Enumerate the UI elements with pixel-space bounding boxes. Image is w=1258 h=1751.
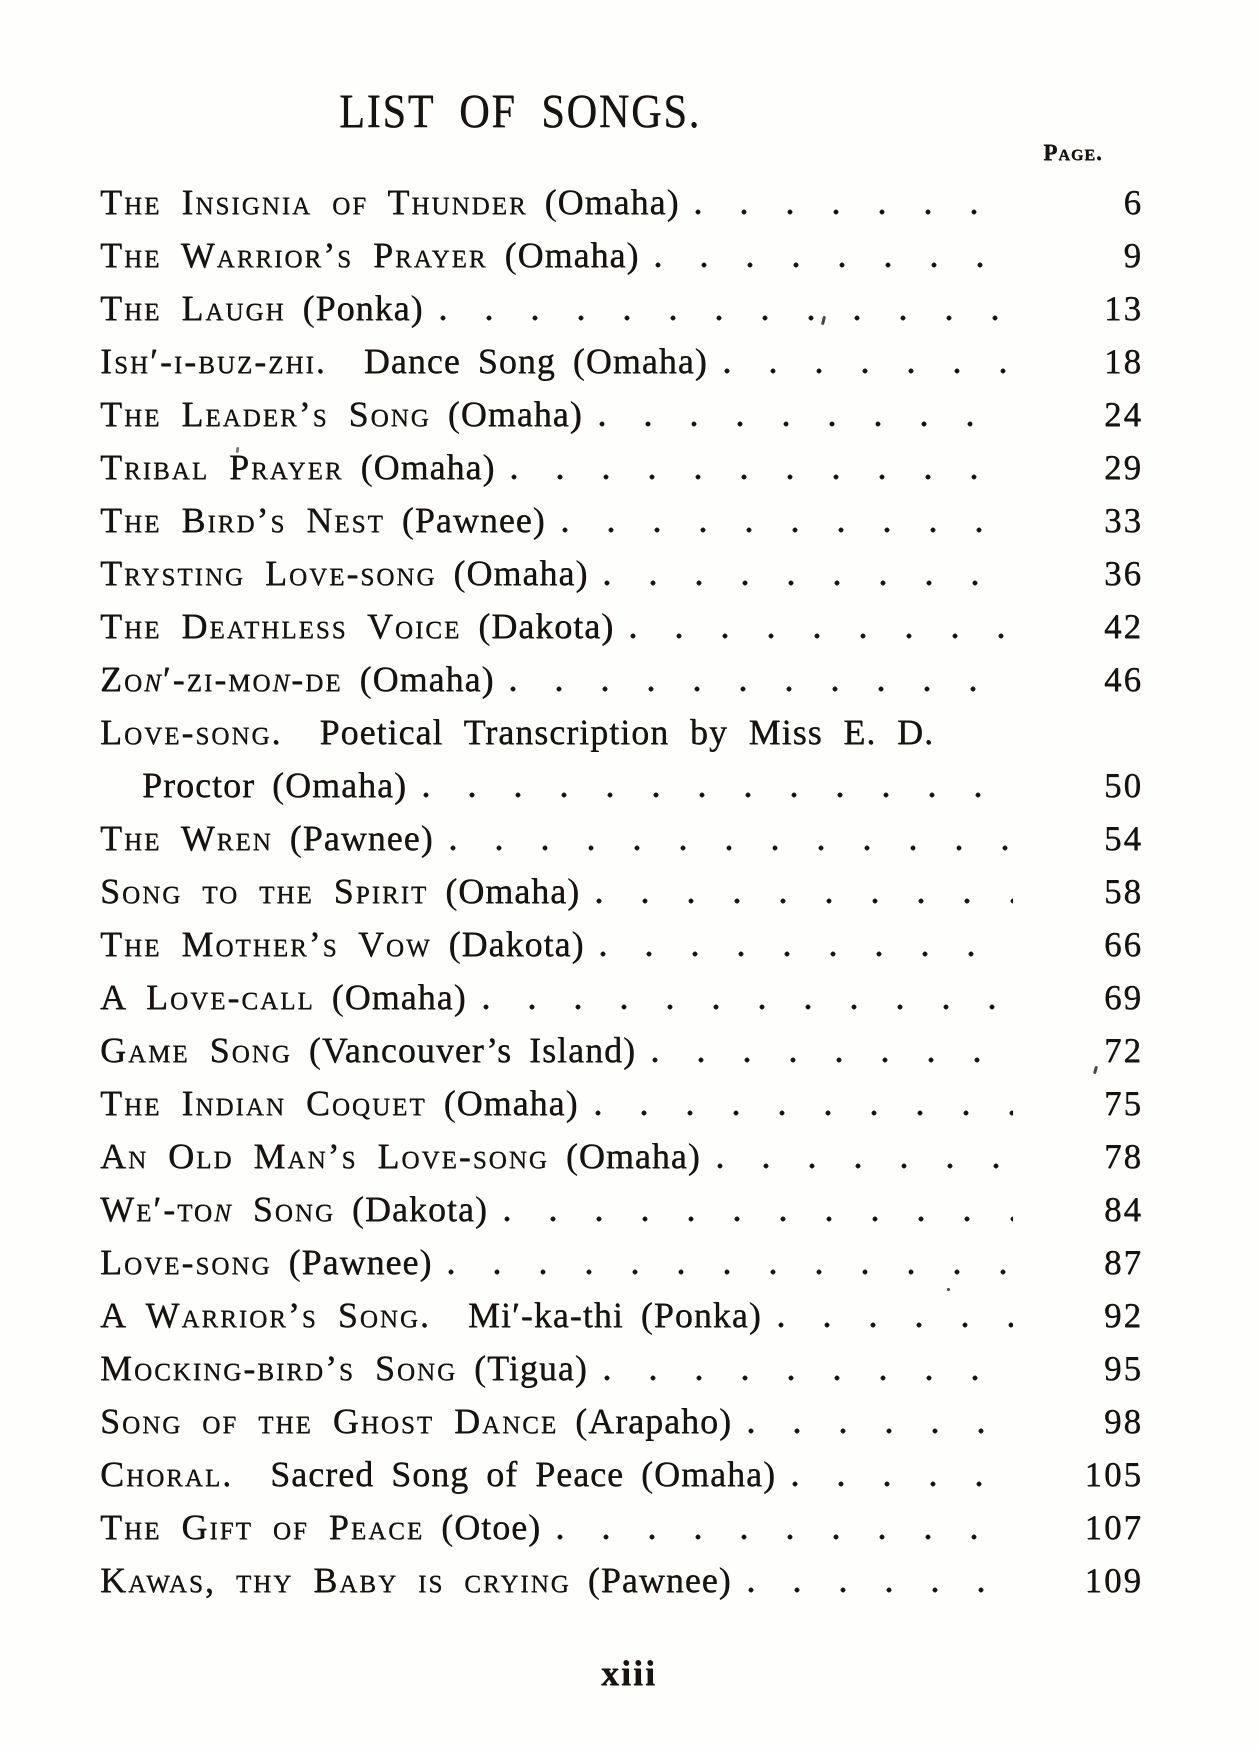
toc-row xyxy=(100,653,1143,706)
toc-row xyxy=(100,1289,1143,1342)
title-roman-text: (Omaha) xyxy=(428,871,581,911)
toc-row xyxy=(100,865,1143,918)
toc-row xyxy=(100,1448,1143,1501)
dot-leader xyxy=(446,1236,1013,1289)
dot-leader xyxy=(593,1077,1014,1130)
title-smallcaps-text: An Old Man’s Love-song xyxy=(100,1136,549,1176)
title-roman-text: (Pawnee) xyxy=(272,818,434,858)
title-roman-text: (Omaha) xyxy=(487,235,640,275)
toc-row xyxy=(100,1024,1143,1077)
page-number: 6 xyxy=(1123,183,1143,222)
title-roman-text: (Omaha) xyxy=(426,1083,579,1123)
title-smallcaps-text: Trysting Love-song xyxy=(100,553,437,593)
title-roman-text: (Omaha) xyxy=(527,182,680,222)
song-title xyxy=(100,1501,541,1554)
song-title xyxy=(100,812,434,865)
page-number: 72 xyxy=(1104,1031,1143,1070)
page-number: 13 xyxy=(1104,289,1143,328)
title-smallcaps-text: Tribal Prayer xyxy=(100,447,344,487)
dot-leader xyxy=(693,176,1013,229)
page-number: 75 xyxy=(1104,1084,1143,1123)
dot-leader xyxy=(438,282,1013,335)
page-number: 95 xyxy=(1104,1349,1143,1388)
dot-leader xyxy=(746,1395,1013,1448)
dot-leader xyxy=(715,1130,1013,1183)
toc-row xyxy=(100,176,1143,229)
toc-row xyxy=(100,1554,1143,1607)
title-smallcaps-text: Mocking-bird’s Song xyxy=(100,1348,458,1388)
title-smallcaps-text: The Laugh xyxy=(100,288,286,328)
title-roman-text: (Omaha) xyxy=(430,394,583,434)
song-title xyxy=(100,1024,636,1077)
title-roman-text: (Omaha) xyxy=(314,977,467,1017)
title-smallcaps-text: The Warrior’s Prayer xyxy=(100,235,488,275)
title-smallcaps-text: The Bird’s Nest xyxy=(100,500,385,540)
page-number: 69 xyxy=(1104,978,1143,1017)
title-smallcaps-text: Game Song xyxy=(100,1030,292,1070)
song-title xyxy=(100,1130,701,1183)
title-smallcaps-text: Kawas, thy Baby is crying xyxy=(100,1560,571,1600)
title-smallcaps-text: The Gift of Peace xyxy=(100,1507,425,1547)
dot-leader xyxy=(776,1289,1013,1342)
dot-leader xyxy=(722,335,1013,388)
toc-row xyxy=(100,1183,1143,1236)
title-smallcaps-text: The Wren xyxy=(100,818,273,858)
page-number: 92 xyxy=(1104,1296,1143,1335)
song-title xyxy=(100,653,494,706)
title-smallcaps-text: The Indian Coquet xyxy=(100,1083,427,1123)
title-smallcaps-text: The Mother’s Vow xyxy=(100,924,432,964)
dot-leader xyxy=(746,1554,1013,1607)
title-smallcaps-text: A Love-call xyxy=(100,977,315,1017)
dot-leader xyxy=(594,865,1013,918)
dot-leader xyxy=(481,971,1013,1024)
title-smallcaps-text: Zo xyxy=(100,659,145,699)
dot-leader xyxy=(602,1342,1013,1395)
title-smallcaps-text: n xyxy=(214,1189,233,1229)
page-number: 24 xyxy=(1104,395,1143,434)
dot-leader xyxy=(650,1024,1013,1077)
title-smallcaps-text: ′-zi-mo xyxy=(162,659,273,699)
title-roman-text: (Otoe) xyxy=(424,1507,542,1547)
toc-row xyxy=(100,547,1143,600)
title-smallcaps-text: The Insignia of Thunder xyxy=(100,182,528,222)
title-roman-text: Sacred Song of Peace (Omaha) xyxy=(233,1454,776,1494)
dot-leader xyxy=(508,653,1013,706)
song-title xyxy=(100,759,407,812)
toc-row xyxy=(100,1501,1143,1554)
dot-leader xyxy=(597,388,1013,441)
dot-leader xyxy=(509,441,1013,494)
page-number: 105 xyxy=(1084,1455,1143,1494)
title-smallcaps-text: Song xyxy=(232,1189,335,1229)
toc-row xyxy=(100,388,1143,441)
title-roman-text: Proctor (Omaha) xyxy=(142,765,407,805)
page-number: 58 xyxy=(1104,872,1143,911)
song-title xyxy=(100,1077,579,1130)
song-title xyxy=(100,388,583,441)
song-title xyxy=(100,176,679,229)
page-number: 18 xyxy=(1104,342,1143,381)
page-number: 87 xyxy=(1104,1243,1143,1282)
title-smallcaps-text: We′-to xyxy=(100,1189,214,1229)
song-title xyxy=(100,1183,488,1236)
page-number: 9 xyxy=(1123,236,1143,275)
song-title xyxy=(100,971,467,1024)
toc-row xyxy=(100,229,1143,282)
song-title xyxy=(100,1236,432,1289)
title-roman-text: (Pawnee) xyxy=(570,1560,732,1600)
page-number: 29 xyxy=(1104,448,1143,487)
toc-row xyxy=(100,759,1143,812)
title-roman-text: (Pawnee) xyxy=(384,500,546,540)
title-roman-text: (Omaha) xyxy=(436,553,589,593)
toc-row xyxy=(100,282,1143,335)
page-number: 78 xyxy=(1104,1137,1143,1176)
title-roman-text: (Omaha) xyxy=(548,1136,701,1176)
toc-row xyxy=(100,335,1143,388)
page-column-header: Page. xyxy=(1043,140,1103,165)
dot-leader xyxy=(555,1501,1013,1554)
page-number: 33 xyxy=(1104,501,1143,540)
song-title xyxy=(100,229,639,282)
dot-leader xyxy=(421,759,1013,812)
song-title xyxy=(100,918,584,971)
dot-leader xyxy=(602,547,1013,600)
dot-leader xyxy=(598,918,1013,971)
song-title xyxy=(100,1289,762,1342)
dot-leader xyxy=(628,600,1013,653)
title-smallcaps-text: The Deathless Voice xyxy=(100,606,462,646)
title-roman-text: (Dakota) xyxy=(461,606,615,646)
toc-row xyxy=(100,1130,1143,1183)
song-title xyxy=(100,1448,776,1501)
page-title: LIST OF SONGS. xyxy=(339,85,701,138)
toc-row xyxy=(100,441,1143,494)
page-number: 50 xyxy=(1104,766,1143,805)
title-roman-text: Poetical Transcription by Miss E. D. xyxy=(282,712,934,752)
title-smallcaps-text: The Leader’s Song xyxy=(100,394,431,434)
page-number: 36 xyxy=(1104,554,1143,593)
title-roman-text: (Pawnee) xyxy=(271,1242,433,1282)
title-roman-text: (Arapaho) xyxy=(558,1401,732,1441)
title-smallcaps-text: Song of the Ghost Dance xyxy=(100,1401,559,1441)
title-smallcaps-text: n xyxy=(272,659,292,699)
toc-row xyxy=(100,600,1143,653)
title-smallcaps-text: Love-song xyxy=(100,1242,272,1282)
title-roman-text: (Omaha) xyxy=(342,659,495,699)
page-number: 66 xyxy=(1104,925,1143,964)
song-title xyxy=(100,547,588,600)
toc-row xyxy=(100,1077,1143,1130)
page-number: 42 xyxy=(1104,607,1143,646)
dot-leader xyxy=(560,494,1013,547)
song-title xyxy=(100,1554,732,1607)
page-number: 46 xyxy=(1104,660,1143,699)
song-title xyxy=(100,282,424,335)
title-smallcaps-text: Love-song. xyxy=(100,712,283,752)
title-roman-text: (Dakota) xyxy=(431,924,585,964)
dot-leader xyxy=(790,1448,1013,1501)
song-title xyxy=(100,1342,588,1395)
toc-row xyxy=(100,1236,1143,1289)
toc-row xyxy=(100,812,1143,865)
page-number: 107 xyxy=(1084,1508,1143,1547)
page-number: 98 xyxy=(1104,1402,1143,1441)
title-smallcaps-text: Choral. xyxy=(100,1454,234,1494)
title-roman-text: (Tigua) xyxy=(457,1348,588,1388)
page-number: 84 xyxy=(1104,1190,1143,1229)
toc-row xyxy=(100,706,1143,759)
folio-number: xiii xyxy=(600,1653,657,1693)
song-title xyxy=(100,1395,732,1448)
song-title xyxy=(100,335,708,388)
title-roman-text: Mi′-ka-thi (Ponka) xyxy=(430,1295,762,1335)
title-smallcaps-text: -de xyxy=(291,659,343,699)
dot-leader xyxy=(448,812,1013,865)
title-roman-text: Dance Song (Omaha) xyxy=(326,341,708,381)
toc-row xyxy=(100,918,1143,971)
dot-leader xyxy=(653,229,1013,282)
song-title xyxy=(100,600,614,653)
song-title xyxy=(100,706,934,759)
dot-leader xyxy=(502,1183,1013,1236)
toc-row xyxy=(100,494,1143,547)
title-roman-text: (Dakota) xyxy=(334,1189,488,1229)
song-title xyxy=(100,865,580,918)
title-roman-text: (Omaha) xyxy=(343,447,496,487)
title-smallcaps-text: A Warrior’s Song. xyxy=(100,1295,431,1335)
title-roman-text: (Vancouver’s Island) xyxy=(291,1030,636,1070)
page-number: 109 xyxy=(1084,1561,1143,1600)
toc-row xyxy=(100,1342,1143,1395)
song-title xyxy=(100,494,546,547)
song-title xyxy=(100,441,495,494)
toc-row xyxy=(100,971,1143,1024)
page-number: 54 xyxy=(1104,819,1143,858)
title-smallcaps-text: n xyxy=(144,659,163,699)
title-smallcaps-text: Ish′-i-buz-zhi. xyxy=(100,341,327,381)
toc-row xyxy=(100,1395,1143,1448)
title-roman-text: (Ponka) xyxy=(285,288,424,328)
song-list xyxy=(100,176,1143,1607)
title-smallcaps-text: Song to the Spirit xyxy=(100,871,429,911)
